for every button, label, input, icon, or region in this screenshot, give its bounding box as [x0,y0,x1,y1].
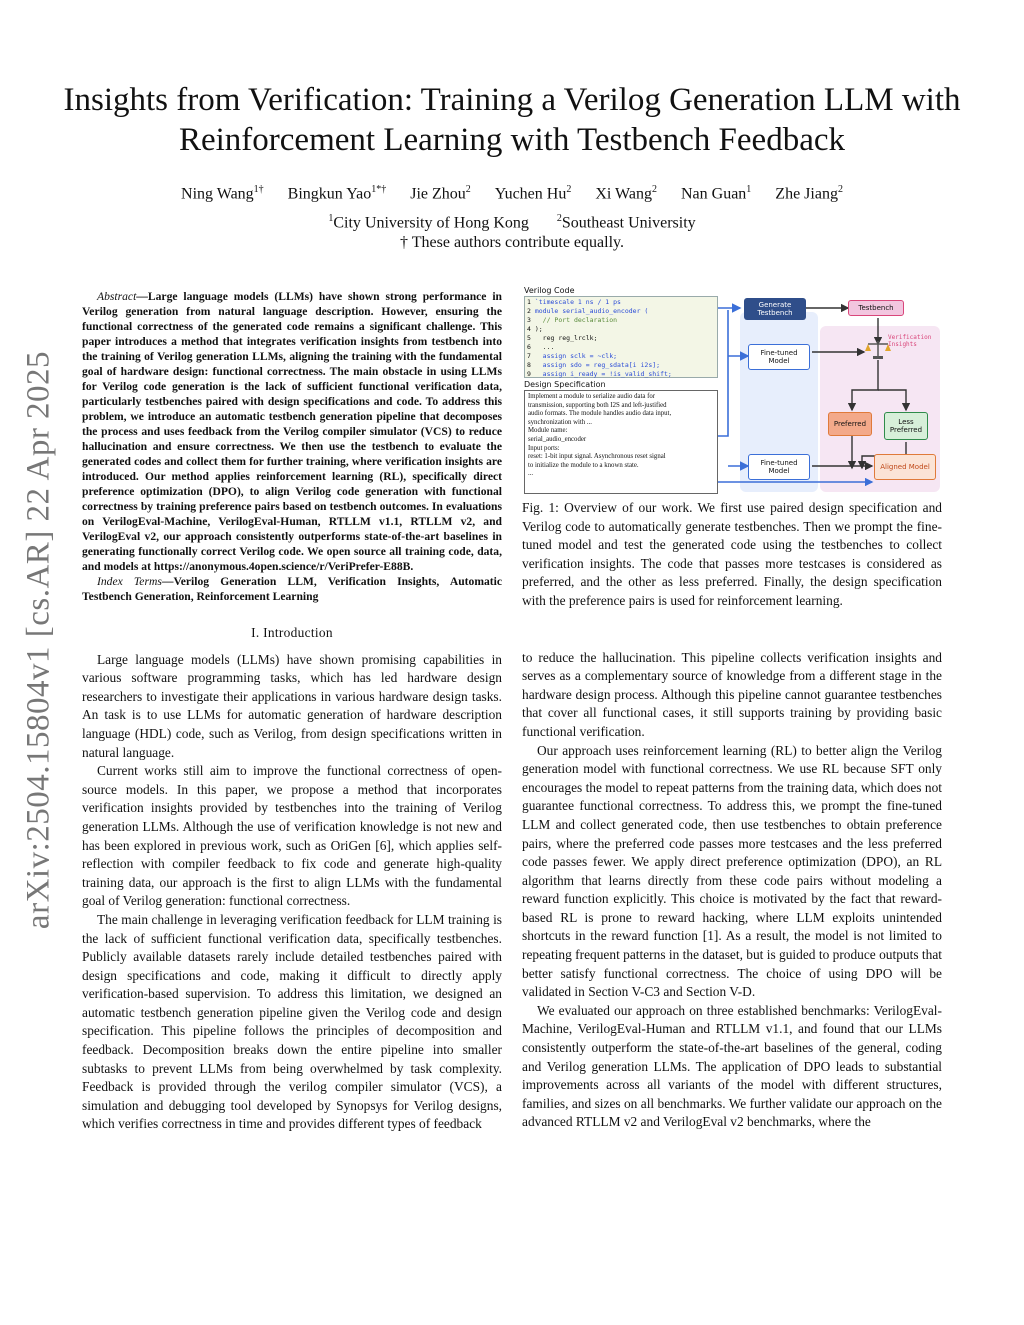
intro-paragraph-3: The main challenge in leveraging verification feedback for LLM training is the lack of sufficient functional verification data, specifically testbenches. Publicly available datasets rarely include detailed testbenches paired with design specifications and code, making it difficult to directly apply verification-based supervision. To address this limitation, we designed an automatic testbench generation pipeline given the Verilog code and design specification. This pipeline follows the principles of decomposition and feedback. Decomposition breaks down the entire pipeline into smaller subtasks to prevent LLMs from being overwhelmed by task complexity. Feedback is provided through the verilog compiler simulator (VCS), a simulation and debugging tool developed by Synopsys for Verilog designs, which verifies correctness in time and provides different types of feedback [82,911,502,1132]
paper-title: Insights from Verification: Training a Verilog Generation LLM with Reinforcement Learning with Testbench Feedback [63,82,961,158]
intro-paragraph-1: Large language models (LLMs) have shown promising capabilities in various software programming tasks, which has led hardware design researchers to investigate their applications in various hardware design tasks. An task is to use LLMs for automatic generation of hardware description language (HDL) code, such as Verilog, from design specifications written in natural language. [82,651,502,760]
left-column [82,289,502,1134]
less-preferred-node: Less Preferred [884,412,928,440]
affiliation-2: Southeast University [561,214,696,232]
fine-tuned-model-node: Fine-tuned Model [748,344,810,370]
generate-testbench-node: Generate Testbench [744,298,806,320]
aligned-model-node: Aligned Model [874,454,936,480]
abstract-text: —Large language models (LLMs) have shown strong performance in Verilog generation from natural language description. However, ensuring the functional correctness of the generated code remains a significant challenge. This paper introduces a method that integrates verification insights from testbench into the training of Verilog generation LLMs, aligning the training with the fundamental goal of hardware design: functional correctness. The main obstacle in using LLMs for Verilog code generation is the lack of sufficient functional verification data, particularly testbenches paired with design specifications and code. To address this problem, we introduce an automatic testbench generation pipeline that decomposes the process and uses feedback from the Verilog compiler simulator (VCS) to reduce hallucination and ensure correctness. We then use the testbench to evaluate the generated codes and collect them for further training, where verification insights are introduced. Our method applies reinforcement learning (RL), specifically direct preference optimization (DPO), to align Verilog code generation with functional correctness by training preference pairs based on testbench outcomes. In evaluations on VerilogEval-Machine, VerilogEval-Human, RTLLM v1.1, RTLLM v2, and VerilogEval v2, our approach consistently outperforms state-of-the-art baselines in generating functionally correct Verilog code. We open source all training code, data, and models at https://anonymous.4open.science/r/VeriPrefer-E88B. [82,290,502,573]
right-paragraph-2: Our approach uses reinforcement learning (RL) to better align the Verilog generation model with functional correctness. We use RL because SFT only encourages the model to repeat patterns from the training data, which does not guarantee functional correctness. To address this, we prompt the fine-tuned LLM and collect generated code, then use testbenches to obtain preference pairs, where the preferred code passes more testcases and the less preferred code passes fewer. We apply direct preference optimization (DPO), an RL algorithm that learns directly from these code pairs without modeling a reward function explicitly. This choice is motivated by the fact that reward-based RL is prone to reward hacking, where LLM exploits unintended shortcuts in the reward function [1]. As a result, the model is not limited to repeating frequent patterns in the dataset, but is guided to produce outputs that better satisfy functional correctness. The choice of using DPO will be validated in Section V-C3 and Section V-D. [522,742,942,1000]
index-terms-label: Index Terms [97,575,162,588]
author: Yuchen Hu$^2$ [494,184,572,203]
author: Zhe Jiang$^2$ [775,184,843,203]
author: Jie Zhou$^2$ [410,184,471,203]
right-column [522,499,942,1132]
spec-line: Module name: [528,427,568,435]
fine-tuned-model-node-2: Fine-tuned Model [748,454,810,480]
author: Ning Wang$^{1\dagger}$ [181,184,264,203]
preferred-node: Preferred [828,412,872,436]
design-spec-label: Design Specification [524,380,606,389]
code-line: 8 assign sdo = reg_sdata[i i2s]; [527,361,661,369]
section-heading: I. Introduction [251,625,333,640]
code-line: 4 ); [527,325,543,333]
author-list [100,184,924,203]
code-line: 1 `timescale 1 ns / 1 ps [527,298,621,306]
spec-line: Input ports: [528,444,560,452]
right-paragraph-1: to reduce the hallucination. This pipeline collects verification insights and serves as a complementary source of knowledge from a different stage in the hardware design process. Although this pipeline cannot guarantee testbenches that cover all functional cases, it still supports training by providing basic functional verification. [522,649,942,739]
spec-line: transmission, supporting both I2S and left-justified [528,401,667,409]
abstract [82,289,502,604]
code-line: 6 ... [527,343,555,351]
verification-insights-label: Verification Insights [888,334,932,348]
affiliations: $^1$City University of Hong Kong $^2$Southeast University [328,213,696,232]
author: Nan Guan$^1$ [680,184,752,203]
code-line: 7 assign sclk = ~clk; [527,352,618,360]
spec-line: ... [528,470,534,478]
intro-paragraph-2: Current works still aim to improve the functional correctness of open-source models. In this paper, we propose a method that incorporates verification insights provided by testbenches into the training of Verilog generation LLMs. Although the use of verification knowledge is not new and has been explored in previous work, such as OriGen [6], which applies self-reflection with compiler feedback to fix code and generate high-quality training data, our approach is the first to align LLMs with the fundamental goal of Verilog generation: functional correctness. [82,763,502,909]
equal-contribution-note: † These authors contribute equally. [400,234,624,251]
spec-line: Implement a module to serialize audio data for [528,393,656,400]
verilog-code-label: Verilog Code [524,286,575,295]
spec-line: reset: 1-bit input signal. Asynchronous reset signal [528,453,666,461]
overview-figure [522,286,942,498]
right-paragraph-3: We evaluated our approach on three established benchmarks: VerilogEval-Machine, VerilogEval-Human and RTLLM v1.1, and found that our LLMs consistently outperform the state-of-the-art baselines of the general, coding and Verilog generation LLMs. The application of DPO leads to substantial improvements across all variants of the model with different structures, families, and sizes on all benchmarks. We further validate our approach on the advanced RTLLM v2 and VerilogEval v2 benchmarks, where the [522,1002,942,1130]
code-line: 2 module serial_audio_encoder ( [527,307,649,315]
arxiv-sidebar-stamp [8,340,70,940]
arxiv-id: arXiv:2504.15804v1 [cs.AR] 22 Apr 2025 [20,350,57,930]
figure-caption: Fig. 1: Overview of our work. We first use paired design specification and Verilog code to automatically generate testbenches. Then we prompt the fine-tuned model and test the generated code using the testbenches to collect verification insights. The code that passes more testcases is considered as preferred, and the other as less preferred. Finally, the design specification with the preference pairs is used for reinforcement learning. [522,500,942,608]
code-line: 3 // Port declaration [527,316,618,324]
spec-line: synchronization with ... [528,418,592,426]
affiliation-1: City University of Hong Kong [333,214,529,232]
author: Xi Wang$^2$ [595,184,657,203]
author: Bingkun Yao$^{1*\dagger}$ [287,184,387,203]
abstract-label: Abstract [97,290,137,303]
spec-line: to initialize the module to a known state. [528,461,639,469]
code-line: 9 assign i_ready = !is_valid_shift; [527,370,672,378]
index-terms-text: —Verilog Generation LLM, Verification Insights, Automatic Testbench Generation, Reinforcement Learning [82,575,502,603]
spec-line: serial_audio_encoder [528,435,587,443]
code-line: 5 reg reg_lrclk; [527,334,598,342]
spec-line: audio formats. The module handles audio data input, [528,410,672,418]
testbench-node: Testbench [848,300,904,316]
